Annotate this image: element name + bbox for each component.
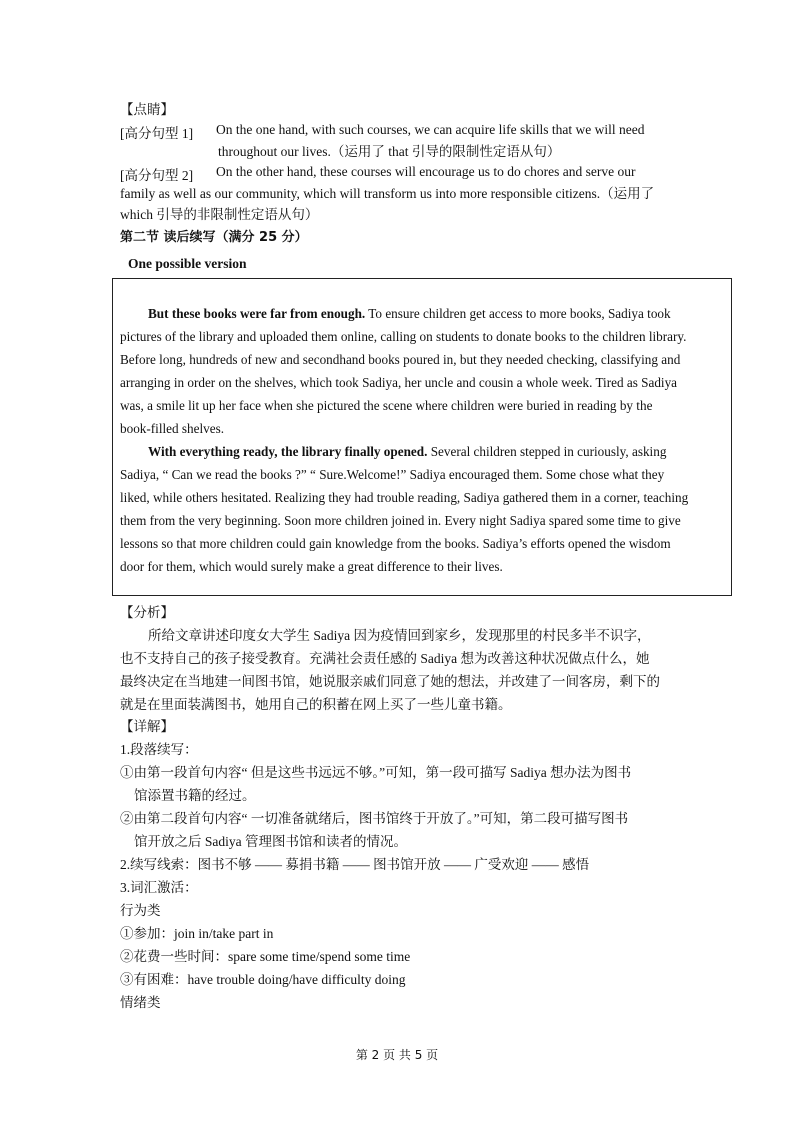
sentence-2-label: [高分句型 2] <box>120 168 194 183</box>
essay-line: door for them, which would surely make a great difference to their lives. <box>120 559 503 574</box>
essay-line: Sadiya, “ Can we read the books ?” “ Sure.Welcome!” Sadiya encouraged them. Some chose what they <box>120 467 665 482</box>
essay-p2-line-1-rest: Several children stepped in curiously, asking <box>427 444 667 459</box>
fenxi-heading: 【分析】 <box>120 605 174 620</box>
xiangjie-line: ②由第二段首句内容“ 一切准备就绪后，图书馆终于开放了。”可知，第二段可描写图书 <box>120 811 629 826</box>
dianjing-heading: 【点睛】 <box>120 102 174 117</box>
sentence-2-line-1: On the other hand, these courses will encourage us to do chores and serve our <box>216 164 636 179</box>
page-number: 第 2 页 共 5 页 <box>355 1048 439 1062</box>
essay-line: Before long, hundreds of new and secondhand books poured in, but they needed checking, classifying and <box>120 352 681 367</box>
section-title: 第二节 读后续写（满分 25 分） <box>120 230 308 245</box>
essay-line: lessons so that more children could gain knowledge from the books. Sadiya’s efforts opened the wisdom <box>120 536 671 551</box>
essay-p2-line-1 <box>148 443 666 461</box>
sentence-2-line-3: which 引导的非限制性定语从句） <box>120 207 319 222</box>
xiangjie-line: 3.词汇激活： <box>120 880 198 895</box>
xiangjie-line: 情绪类 <box>120 995 161 1010</box>
essay-line: them from the very beginning. Soon more children joined in. Every night Sadiya spared some time to give <box>120 513 681 528</box>
essay-line: book-filled shelves. <box>120 421 225 436</box>
essay-p1-lead: But these books were far from enough. <box>148 306 366 321</box>
xiangjie-heading: 【详解】 <box>120 719 174 734</box>
sentence-1-line-1: On the one hand, with such courses, we can acquire life skills that we will need <box>216 122 645 137</box>
fenxi-line: 最终决定在当地建一间图书馆，她说服亲戚们同意了她的想法，并改建了一间客房，剩下的 <box>120 674 660 689</box>
essay-line: liked, while others hesitated. Realizing they had trouble reading, Sadiya gathered them in a corner, teaching <box>120 490 689 505</box>
essay-p1-line-1 <box>148 305 671 323</box>
xiangjie-line: ②花费一些时间：spare some time/spend some time <box>120 949 411 964</box>
essay-line: pictures of the library and uploaded them online, calling on students to donate books to the children library. <box>120 329 687 344</box>
fenxi-line: 也不支持自己的孩子接受教育。充满社会责任感的 Sadiya 想为改善这种状况做点什么，她 <box>120 651 650 666</box>
version-label: One possible version <box>128 256 247 271</box>
xiangjie-line: ①参加：join in/take part in <box>120 926 274 941</box>
xiangjie-line: 馆开放之后 Sadiya 管理图书馆和读者的情况。 <box>134 834 407 849</box>
sentence-2-line-2: family as well as our community, which will transform us into more responsible citizens.（运用了 <box>120 186 655 201</box>
xiangjie-line: 2.续写线索：图书不够 —— 募捐书籍 —— 图书馆开放 —— 广受欢迎 —— 感悟 <box>120 857 590 872</box>
xiangjie-line: 馆添置书籍的经过。 <box>134 788 256 803</box>
xiangjie-line: 1.段落续写： <box>120 742 198 757</box>
xiangjie-line: ③有困难：have trouble doing/have difficulty doing <box>120 972 406 987</box>
essay-line: was, a smile lit up her face when she pictured the scene where children were buried in reading by the <box>120 398 653 413</box>
xiangjie-line: ①由第一段首句内容“ 但是这些书远远不够。”可知，第一段可描写 Sadiya 想办法为图书 <box>120 765 632 780</box>
sentence-1-label: [高分句型 1] <box>120 126 194 141</box>
fenxi-line: 所给文章讲述印度女大学生 Sadiya 因为疫情回到家乡，发现那里的村民多半不识字， <box>148 628 651 643</box>
essay-p2-lead: With everything ready, the library finally opened. <box>148 444 428 459</box>
essay-p1-line-1-rest: To ensure children get access to more books, Sadiya took <box>365 306 671 321</box>
xiangjie-line: 行为类 <box>120 903 161 918</box>
essay-line: arranging in order on the shelves, which took Sadiya, her uncle and cousin a whole week. Tired as Sadiya <box>120 375 678 390</box>
fenxi-line: 就是在里面装满图书，她用自己的积蓄在网上买了一些儿童书籍。 <box>120 697 512 712</box>
sentence-1-line-2: throughout our lives.（运用了 that 引导的限制性定语从句） <box>218 144 561 159</box>
